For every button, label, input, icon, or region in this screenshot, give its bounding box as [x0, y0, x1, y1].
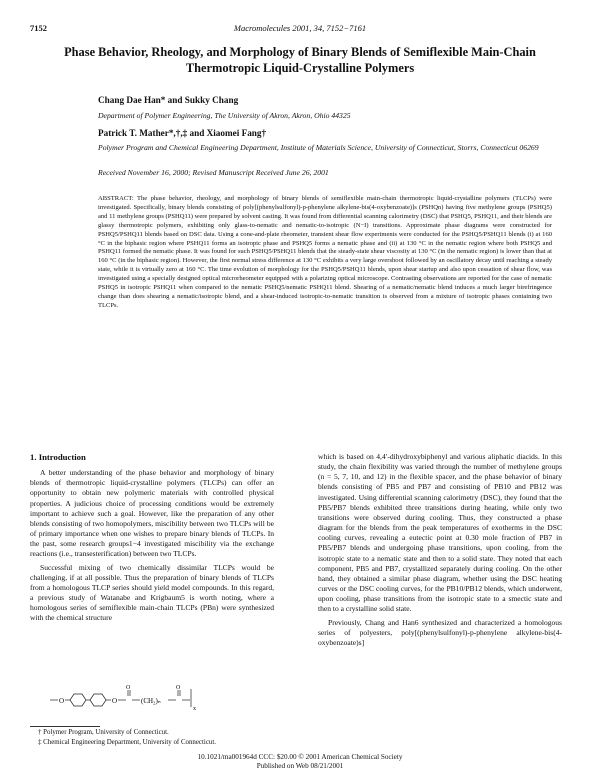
- intro-paragraph-continued: which is based on 4,4′-dihydroxybiphenyl and various aliphatic diacids. In this study, the chain flexibility was varied through the number of methylene groups (n = 5, 7, 10, and 12) in the flexible spacer, and the phase behavior of binary blends consisting of PB5 and PB7 and consisting of PB10 and PB12 was investigated. Using differential scanning calorimetry (DSC), they found that the PB5/PB7 blends exhibited three transitions during heating, while only two transitions were observed during cooling. Thus, they constructed a phase diagram for the blends from the peak temperatures of exotherms in the DSC cooling curves, revealing a eutectic point at 0.30 mole fraction of PB7 in PB5/PB7 blends and undergoing phase transitions, upon cooling, from the isotropic state to a nematic state and then to a solid state. They noted that each component, PB5 and PB7, crystallized separately during cooling. On the other hand, they obtained a similar phase diagram, whether using the DSC heating curves or the DSC cooling curves, for the PB10/PB12 blends, which underwent, upon cooling, phase transitions from the isotropic state to a smectic state and then to a crystalline solid state.: [318, 452, 562, 614]
- journal-citation: Macromolecules 2001, 34, 7152−7161: [233, 23, 367, 33]
- benzene-ring-1: [70, 694, 86, 706]
- chemical-structure: [48, 683, 248, 713]
- page-number: 7152: [30, 23, 47, 33]
- intro-paragraph-2: Successful mixing of two chemically dissimilar TLCPs would be challenging, if at all possible. Thus the preparation of binary blends of TLCPs from a homologous TLCP series should yield model compounds. In this regard, a previous study of Watanabe and Krigbaum5 is worth noting, where a homologous series of semiflexible main-chain TLCPs (PBn) were synthesized with the chemical structure: [30, 562, 274, 623]
- affiliation-1: Department of Polymer Engineering, The University of Akron, Akron, Ohio 44325: [98, 111, 351, 120]
- intro-paragraph-1: A better understanding of the phase behavior and morphology of binary blends of thermotropic liquid-crystalline polymers (TLCPs) can offer an opportunity to obtain new polymeric materials with controlled physical properties. A judicious choice of processing conditions would be extremely important to achieve such a goal. However, like the preparation of any other blends consisting of two homopolymers, miscibility between two TLCPs will be of primary importance when one wishes to prepare binary blends of TLCPs. In the past, some research groups1−4 investigated miscibility via the exchange reactions (i.e., transesterification) between two TLCPs.: [30, 468, 274, 559]
- authors-group-2: Patrick T. Mather*,†,‡ and Xiaomei Fang†: [98, 128, 267, 138]
- ether-oxygen-2: O: [112, 697, 118, 705]
- published-line: Published on Web 08/21/2001: [256, 762, 344, 770]
- right-column: [318, 452, 562, 651]
- section-heading-introduction: 1. Introduction: [30, 452, 86, 462]
- methylene-spacer: (CH₂)ₙ: [141, 697, 161, 705]
- intro-paragraph-3: Previously, Chang and Han6 synthesized and characterized a homologous series of polyesters, poly[(phenylsulfonyl)-p-phenylene alkylene-bis(4-oxybenzoate)s]: [318, 617, 562, 647]
- doi-line: 10.1021/ma001964d CCC: $20.00 © 2001 American Chemical Society: [197, 753, 403, 761]
- article-title: Phase Behavior, Rheology, and Morphology of Binary Blends of Semiflexible Main-Chain Thermotropic Liquid-Crystalline Polymers: [64, 45, 536, 75]
- left-column: [30, 452, 274, 627]
- affiliation-2: Polymer Program and Chemical Engineering Department, Institute of Materials Science, University of Connecticut, Storrs, Connecticut 06269: [98, 143, 539, 152]
- ether-oxygen-1: O: [59, 697, 65, 705]
- carbonyl-oxygen-2: O: [176, 685, 181, 691]
- footnote-1: † Polymer Program, University of Connecticut.: [38, 729, 169, 736]
- footnote-divider: [30, 726, 100, 727]
- received-dates: Received November 16, 2000; Revised Manuscript Received June 26, 2001: [98, 168, 329, 177]
- authors-group-1: Chang Dae Han* and Sukky Chang: [98, 95, 239, 105]
- carbonyl-oxygen-1: O: [126, 685, 131, 691]
- abstract: ABSTRACT: The phase behavior, rheology, and morphology of binary blends of semiflexible main-chain thermotropic liquid-crystalline polymers (TLCPs) were investigated. Specifically, binary blends consisting of poly[(phenylsulfonyl)-p-phenylene alkylene-bis(4-oxybenzoate)]s (PSHQn) having five methylene groups (PSHQ5) and 11 methylene groups (PSHQ11) were prepared by solvent casting. It was found from differential scanning calorimetry (DSC) that PSHQ5, PSHQ11, and their blends are glassy thermotropic polymers, exhibiting only glass-to-nematic and nematic-to-isotropic (N−I) transitions. Approximate phase diagrams were constructed for PSHQ5/PSHQ11 blends based on DSC data. Using a cone-and-plate rheometer, transient shear flow experiments were conducted for the PSHQ5/PSHQ11 blends (i) at 160 °C in the biphasic region where PSHQ11 forms an isotropic phase and PSHQ5 forms a nematic phase and (ii) at 130 °C in the nematic region where both PSHQ5 and PSHQ11 formed the nematic phase. It was found for such PSHQ5/PSHQ11 blends that the steady-state shear viscosity at 130 °C (in the nematic region) is lower than that at 160 °C (in the biphasic region). However, the first normal stress difference at 130 °C exhibits a very large overshoot followed by an oscillatory decay until reaching a steady state, while it is virtually zero at 160 °C. The time evolution of morphology for the PSHQ5/PSHQ11 blends, upon shear startup and also upon cessation of shear flow, was investigated using a specially designed optical microrheometer equipped with a polarizing optical microscope. Contrasting observations are reported for the case of nematic PSHQ5 in isotropic PSHQ11 when compared to the nematic PSHQ5/nematic PSHQ11 blend. Shearing of a nematic/nematic blend induces a much larger birefringence change than does shearing a nematic/isotropic blend, and a shear-induced isotropic-to-nematic transition is observed from a mixture of isotropic phases containing two TLCPs.: [98, 195, 552, 309]
- repeat-subscript: x: [193, 706, 196, 712]
- footnote-2: ‡ Chemical Engineering Department, University of Connecticut.: [38, 739, 216, 746]
- benzene-ring-2: [90, 694, 106, 706]
